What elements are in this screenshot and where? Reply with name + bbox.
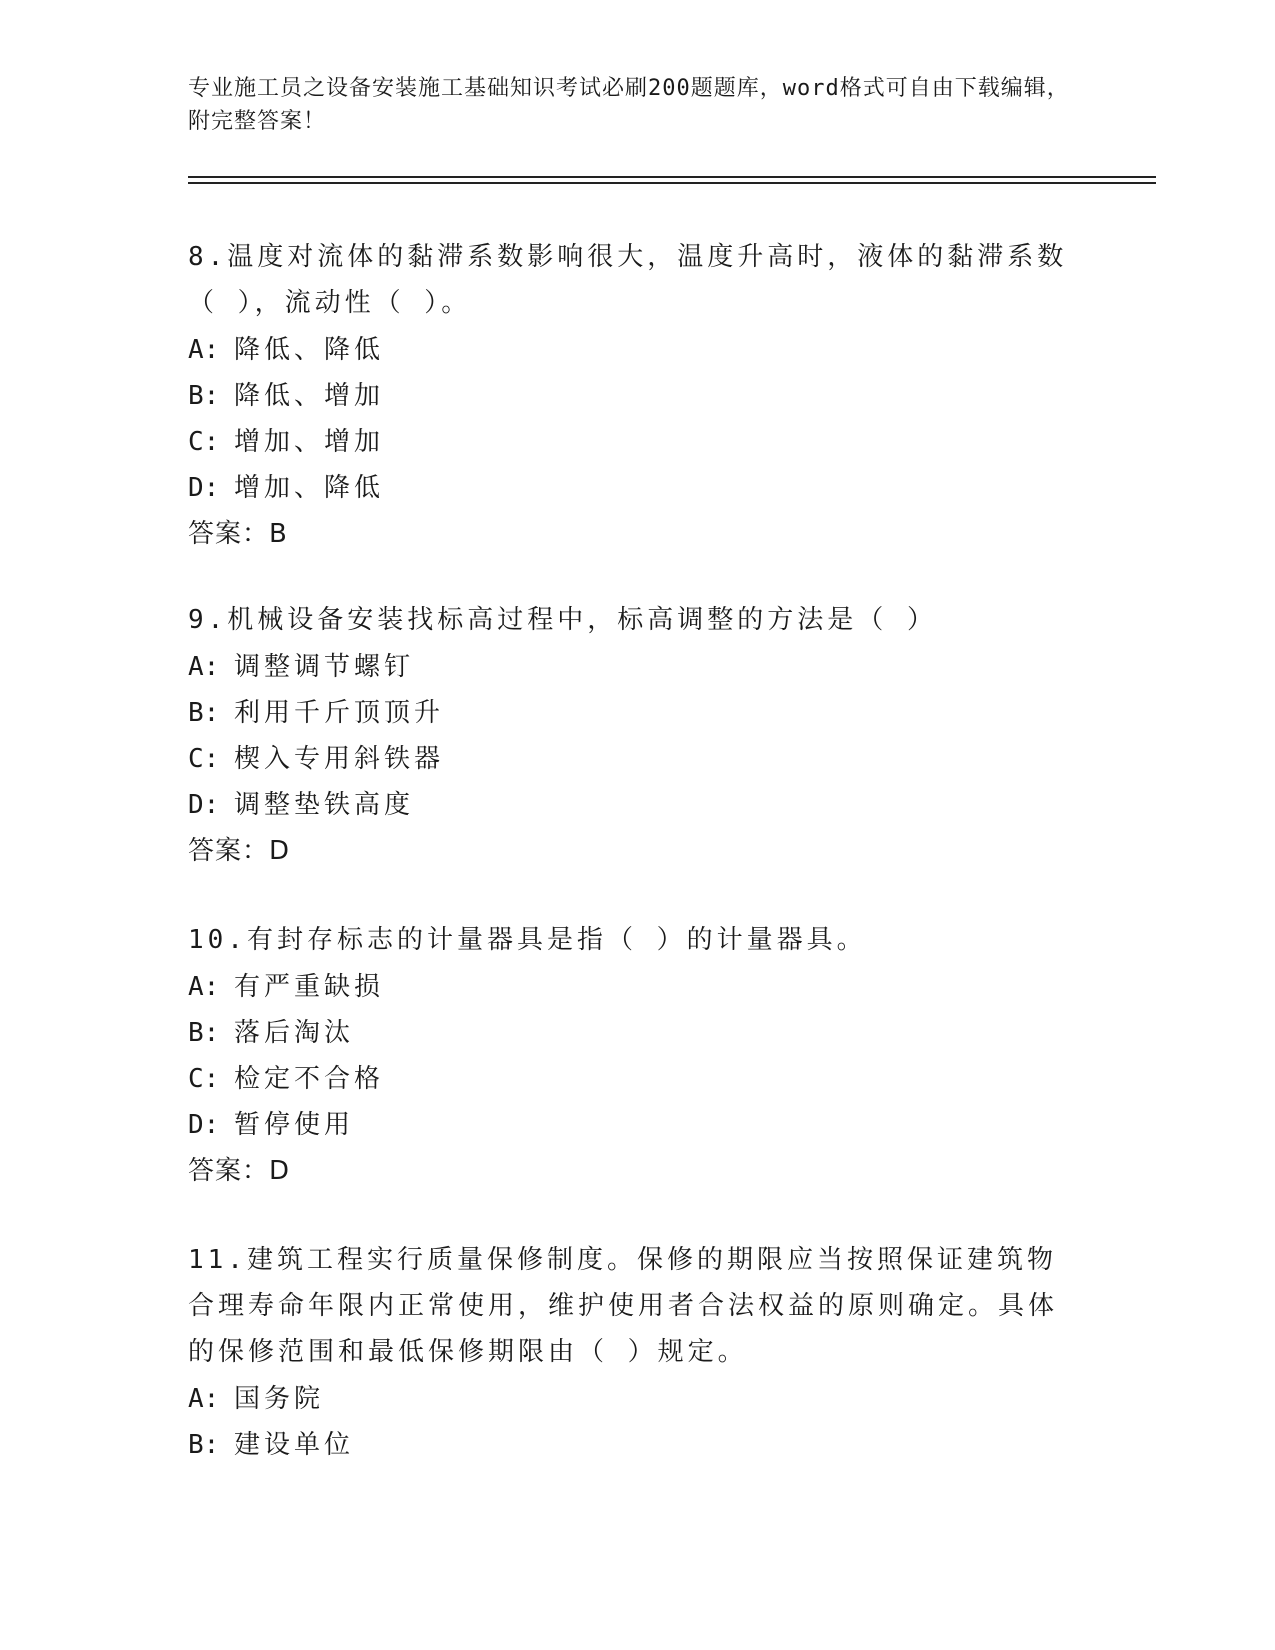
- header-divider-top: [188, 176, 1156, 178]
- option-label: B:: [188, 1018, 220, 1048]
- option-b: [188, 690, 1078, 736]
- option-a: [188, 1376, 1078, 1422]
- option-a: [188, 964, 1078, 1010]
- option-text: 建设单位: [234, 1430, 355, 1460]
- option-label: D:: [188, 1110, 220, 1140]
- document-header: [188, 72, 1088, 138]
- option-a: [188, 644, 1078, 690]
- answer-line: 答案：B: [188, 519, 288, 549]
- option-d: [188, 465, 1078, 511]
- option-b: [188, 1010, 1078, 1056]
- option-a: [188, 327, 1078, 373]
- option-text: 利用千斤顶顶升: [234, 698, 445, 728]
- option-text: 增加、增加: [234, 427, 385, 457]
- question-text: 8.温度对流体的黏滞系数影响很大，温度升高时，液体的黏滞系数（ ），流动性（ ）。: [188, 242, 1068, 318]
- option-d: [188, 782, 1078, 828]
- option-text: 楔入专用斜铁器: [234, 744, 445, 774]
- question-10: [188, 917, 1078, 1194]
- option-text: 暂停使用: [234, 1110, 355, 1140]
- option-label: C:: [188, 427, 220, 457]
- option-label: A:: [188, 1384, 220, 1414]
- option-text: 降低、增加: [234, 381, 385, 411]
- question-11: [188, 1237, 1078, 1468]
- question-9: [188, 597, 1078, 874]
- option-label: C:: [188, 744, 220, 774]
- question-8: [188, 234, 1078, 557]
- option-text: 落后淘汰: [234, 1018, 355, 1048]
- option-label: A:: [188, 972, 220, 1002]
- option-label: A:: [188, 652, 220, 682]
- option-b: [188, 1422, 1078, 1468]
- question-text: 9.机械设备安装找标高过程中，标高调整的方法是（ ）: [188, 605, 937, 635]
- answer-line: 答案：D: [188, 836, 291, 866]
- question-text: 11.建筑工程实行质量保修制度。保修的期限应当按照保证建筑物合理寿命年限内正常使用，维护使用者合法权益的原则确定。具体的保修范围和最低保修期限由（ ）规定。: [188, 1245, 1059, 1367]
- option-text: 降低、降低: [234, 335, 385, 365]
- option-label: B:: [188, 1430, 220, 1460]
- option-text: 增加、降低: [234, 473, 385, 503]
- option-label: D:: [188, 790, 220, 820]
- option-label: B:: [188, 698, 220, 728]
- option-b: [188, 373, 1078, 419]
- header-title: 专业施工员之设备安装施工基础知识考试必刷200题题库，word格式可自由下载编辑，附完整答案！: [188, 76, 1070, 134]
- option-text: 有严重缺损: [234, 972, 385, 1002]
- option-label: D:: [188, 473, 220, 503]
- option-text: 调整垫铁高度: [234, 790, 415, 820]
- option-text: 国务院: [234, 1384, 325, 1414]
- option-text: 检定不合格: [234, 1064, 385, 1094]
- answer-line: 答案：D: [188, 1156, 291, 1186]
- option-d: [188, 1102, 1078, 1148]
- header-divider-bottom: [188, 182, 1156, 184]
- option-c: [188, 736, 1078, 782]
- question-text: 10.有封存标志的计量器具是指（ ）的计量器具。: [188, 925, 867, 955]
- option-c: [188, 419, 1078, 465]
- option-label: C:: [188, 1064, 220, 1094]
- option-text: 调整调节螺钉: [234, 652, 415, 682]
- option-label: A:: [188, 335, 220, 365]
- option-c: [188, 1056, 1078, 1102]
- option-label: B:: [188, 381, 220, 411]
